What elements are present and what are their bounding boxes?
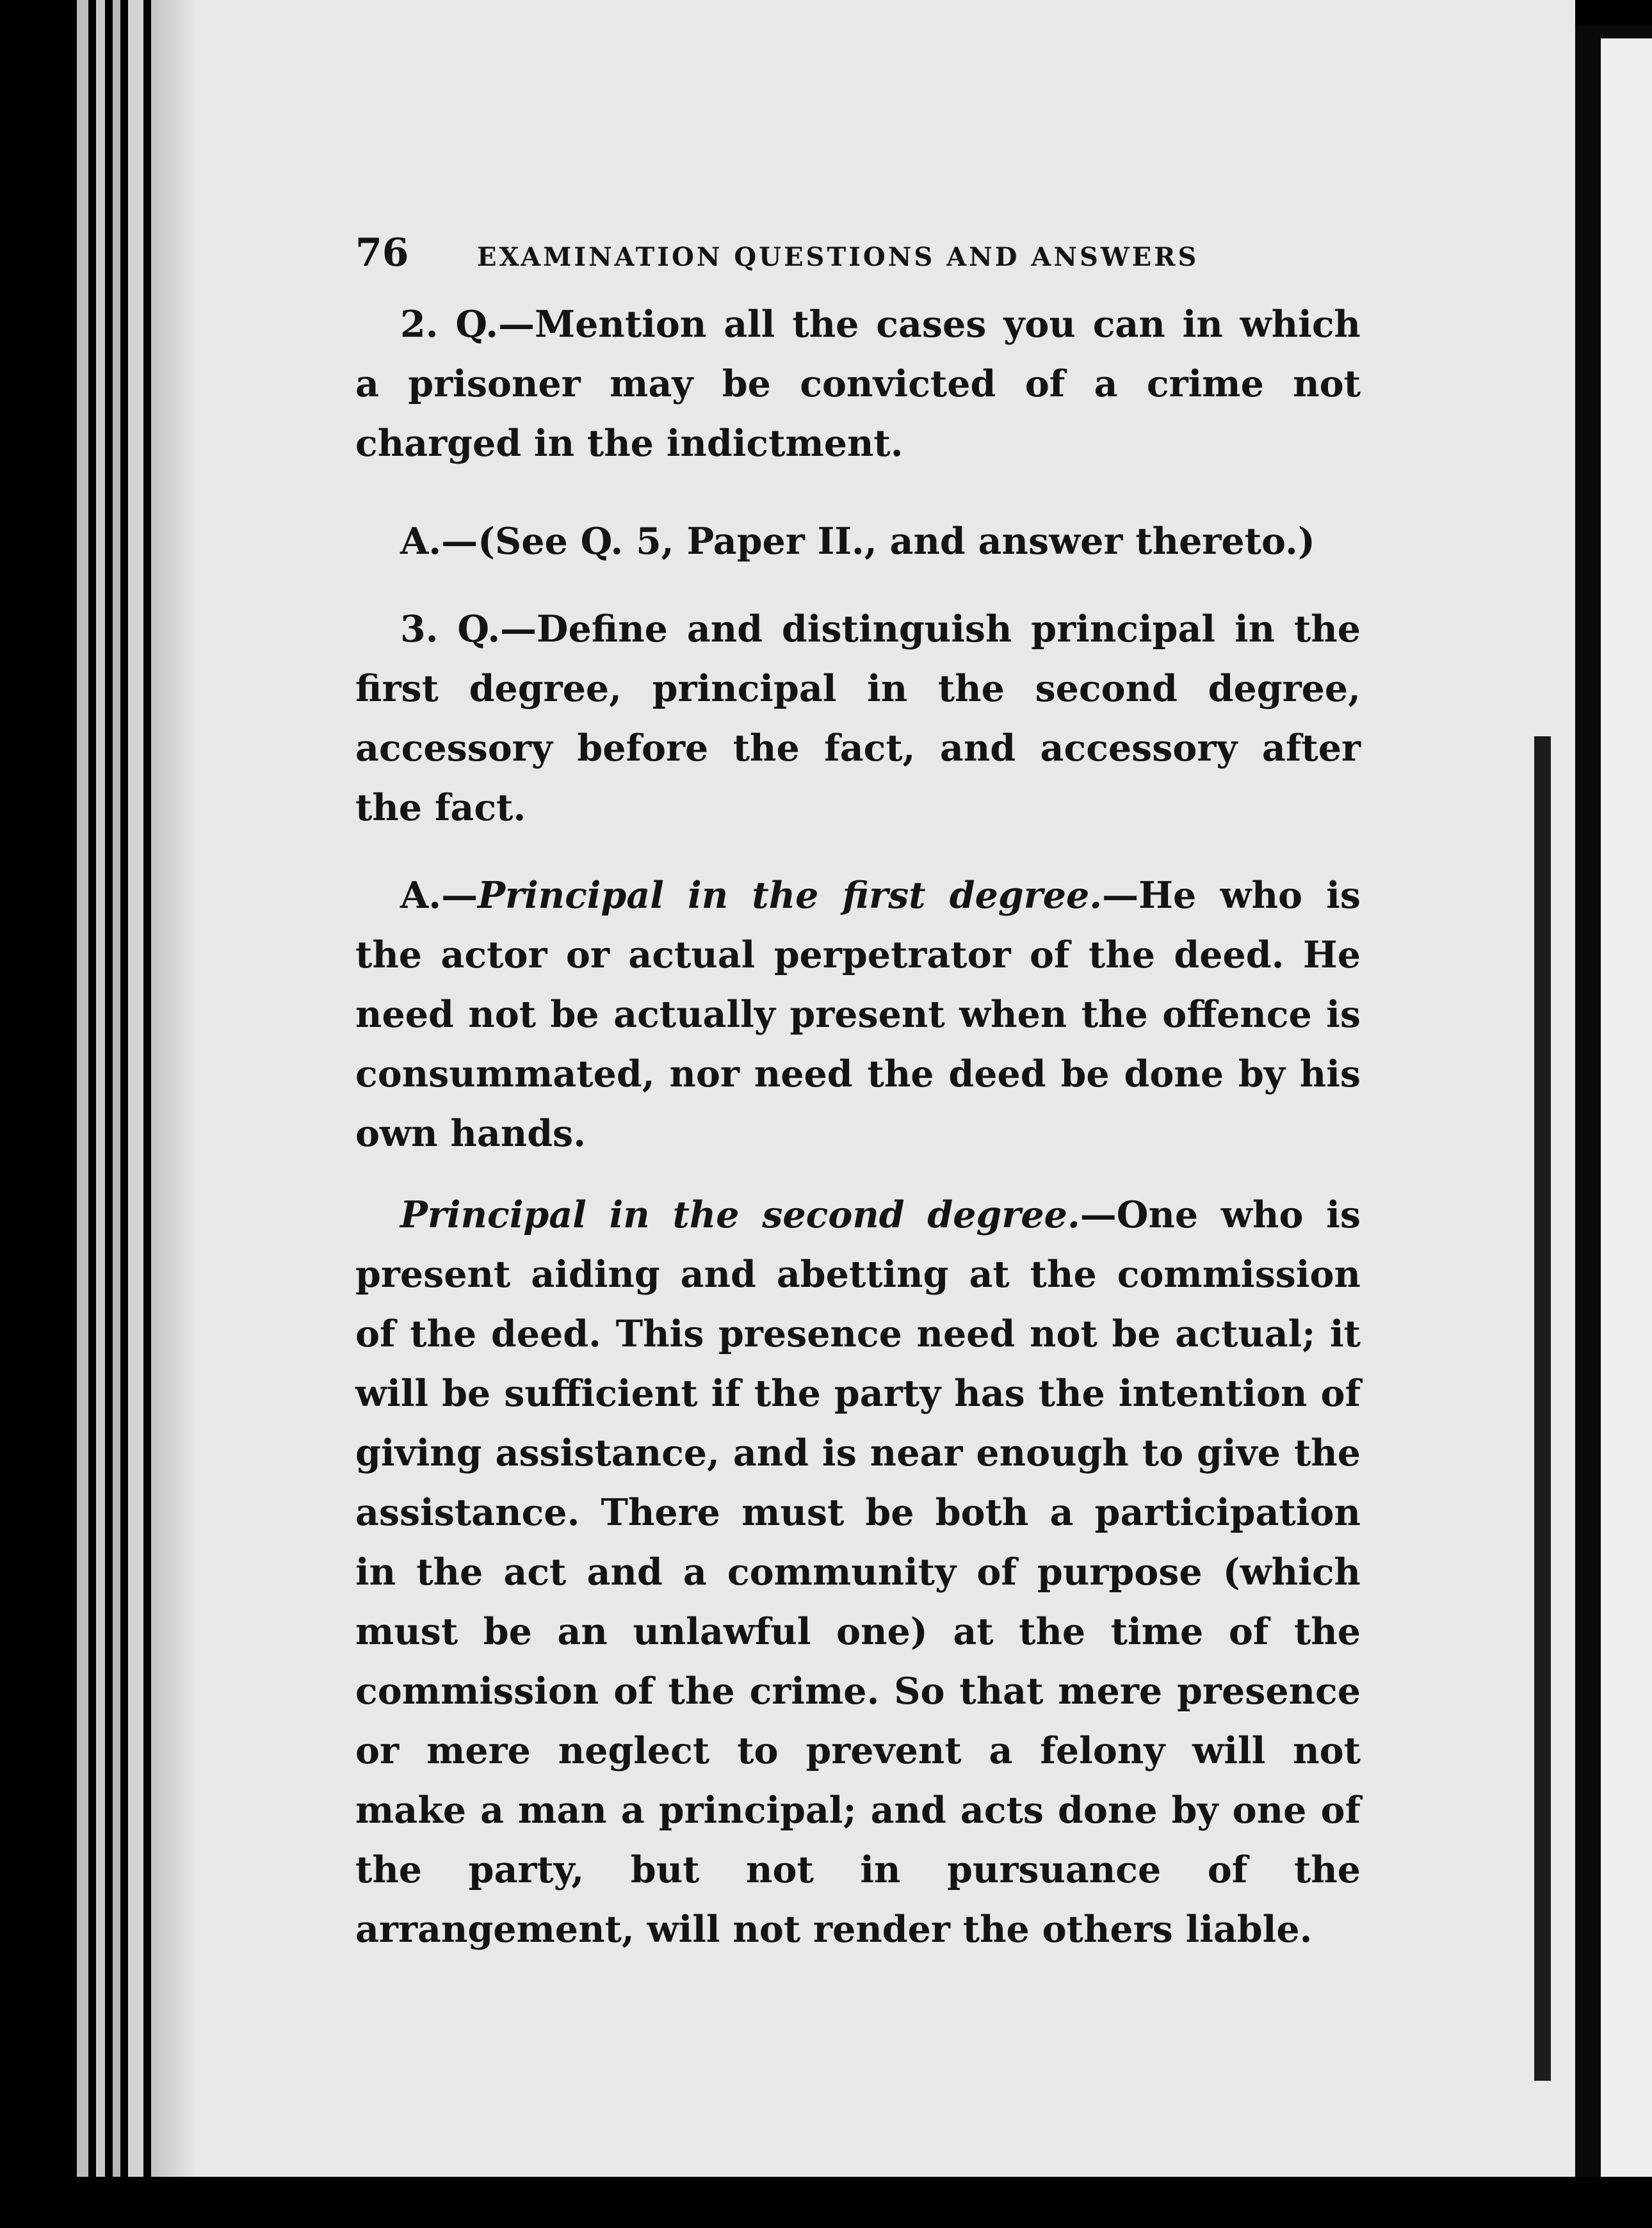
page-edge — [96, 0, 105, 2228]
scan-border-bottom — [0, 2177, 1652, 2228]
answer-3-prefix: A.— — [400, 874, 478, 917]
facing-page-edge — [1601, 38, 1652, 2215]
principal-second-degree-text: —One who is present aiding and abetting at the commission of the deed. This presence need not be actual; it will be sufficient if the party has the intention of giving assistance, and is near enough to give the assistance. There must be both a participation in the act and a community of purpose (which must be an unlawful one) at the time of the commission of the crime. So that mere presence or mere neglect to prevent a felony will not make a man a principal; and acts done by one of the party, but not in pursuance of the arrangement, will not render the others liable. — [355, 1193, 1361, 1951]
principal-second-degree-paragraph — [355, 1185, 1361, 1959]
running-head — [355, 230, 1361, 282]
question-3: 3. Q.—Define and distinguish principal in the first degree, principal in the second degree, accessory before the fact, and accessory after the fact. — [355, 608, 1361, 829]
page-content — [355, 230, 1361, 1959]
page-edge — [113, 0, 120, 2228]
question-2: 2. Q.—Mention all the cases you can in which a prisoner may be convicted of a crime not charged in the indictment. — [355, 303, 1361, 465]
page-gutter — [151, 0, 196, 2177]
page-edge — [128, 0, 143, 2228]
answer-3 — [355, 866, 1361, 1163]
term-principal-first-degree: Principal in the first degree. — [478, 874, 1103, 917]
page-edge-shadow — [1534, 736, 1551, 2081]
page-edge — [77, 0, 88, 2228]
page-number: 76 — [355, 230, 409, 275]
running-head-title: EXAMINATION QUESTIONS AND ANSWERS — [477, 242, 1199, 272]
answer-2: A.—(See Q. 5, Paper II., and answer thereto.) — [400, 520, 1315, 563]
term-principal-second-degree: Principal in the second degree. — [400, 1193, 1080, 1236]
answer-3-text: —He who is the actor or actual perpetrator of the deed. He need not be actually present when the offence is consummated, nor need the deed be done by his own hands. — [355, 874, 1361, 1155]
